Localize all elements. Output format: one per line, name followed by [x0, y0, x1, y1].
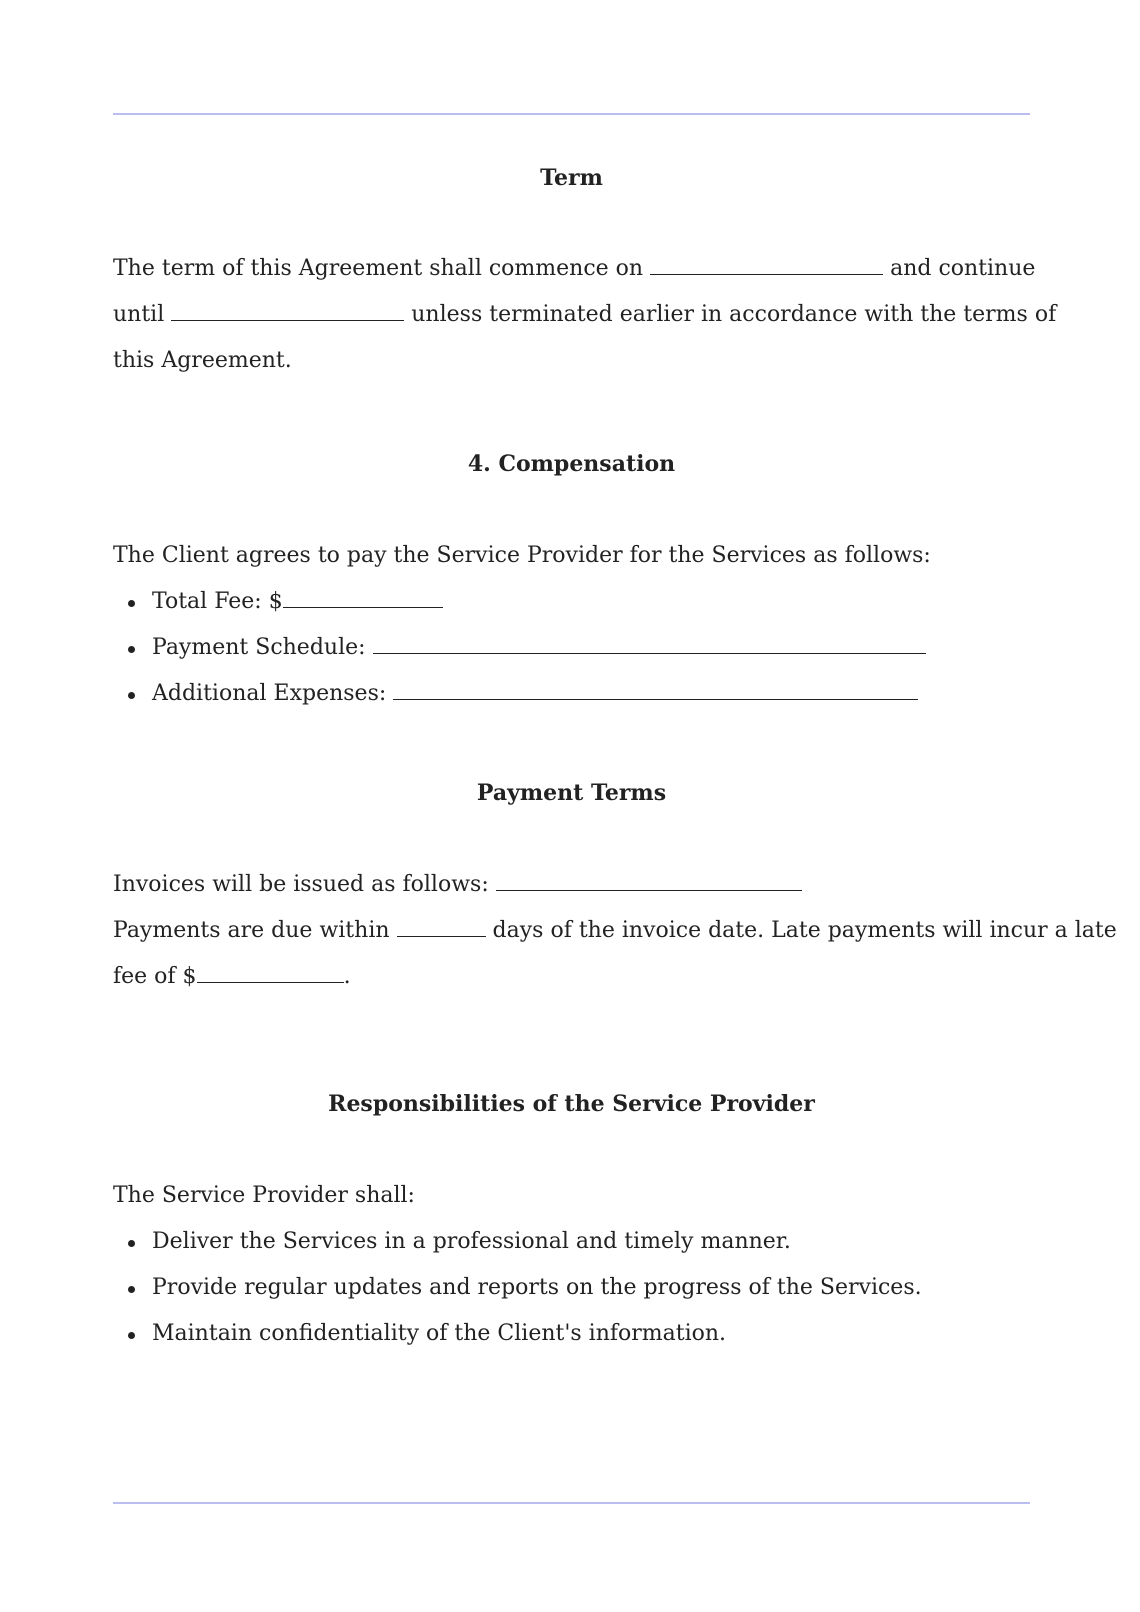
section-heading-term: Term — [540, 165, 603, 191]
bottom-divider — [113, 1502, 1030, 1504]
term-line-2 — [113, 292, 1057, 338]
due-text: days of the invoice date. Late payments will incur a late — [492, 918, 1117, 943]
total-fee-label: Total Fee: $ — [152, 589, 283, 614]
section-heading-payment-terms: Payment Terms — [476, 780, 667, 806]
invoices-label: Invoices will be issued as follows: — [113, 872, 489, 897]
responsibilities-list — [113, 1219, 1043, 1357]
late-fee-period: . — [343, 964, 351, 989]
term-text: The term of this Agreement shall commence on — [113, 256, 644, 281]
term-text: until — [113, 302, 165, 327]
due-line — [113, 908, 1117, 954]
payment-terms-block — [113, 862, 1117, 1000]
commence-date-field[interactable] — [650, 252, 883, 275]
term-line-3: this Agreement. — [113, 348, 292, 373]
payment-schedule-label: Payment Schedule: — [152, 635, 366, 660]
fee-line — [113, 954, 1043, 1000]
late-fee-label: fee of $ — [113, 964, 197, 989]
due-days-field[interactable] — [397, 914, 486, 937]
section-heading-responsibilities: Responsibilities of the Service Provider — [328, 1091, 815, 1117]
term-line-1 — [113, 246, 1043, 292]
invoices-line — [113, 862, 1043, 908]
list-item: Deliver the Services in a professional and timely manner. — [113, 1219, 1043, 1265]
invoices-field[interactable] — [496, 868, 802, 891]
list-item — [113, 579, 1043, 625]
section-heading-compensation: 4. Compensation — [467, 451, 676, 477]
compensation-intro: The Client agrees to pay the Service Provider for the Services as follows: — [113, 543, 931, 568]
list-item — [113, 625, 1043, 671]
list-item: Maintain confidentiality of the Client's information. — [113, 1311, 1043, 1357]
term-text: unless terminated earlier in accordance with the terms of — [411, 302, 1057, 327]
additional-expenses-field[interactable] — [393, 677, 918, 700]
late-fee-field[interactable] — [197, 960, 344, 983]
term-text: and continue — [890, 256, 1036, 281]
list-item: Provide regular updates and reports on the progress of the Services. — [113, 1265, 1043, 1311]
end-date-field[interactable] — [171, 298, 404, 321]
list-item — [113, 671, 1043, 717]
additional-expenses-label: Additional Expenses: — [152, 681, 387, 706]
total-fee-field[interactable] — [283, 585, 443, 608]
term-paragraph — [113, 246, 1057, 384]
payment-schedule-field[interactable] — [373, 631, 926, 654]
compensation-block — [113, 533, 1043, 717]
compensation-list — [113, 579, 1043, 717]
due-text: Payments are due within — [113, 918, 390, 943]
top-divider — [113, 113, 1030, 115]
responsibilities-intro: The Service Provider shall: — [113, 1183, 415, 1208]
responsibilities-block — [113, 1173, 1043, 1357]
